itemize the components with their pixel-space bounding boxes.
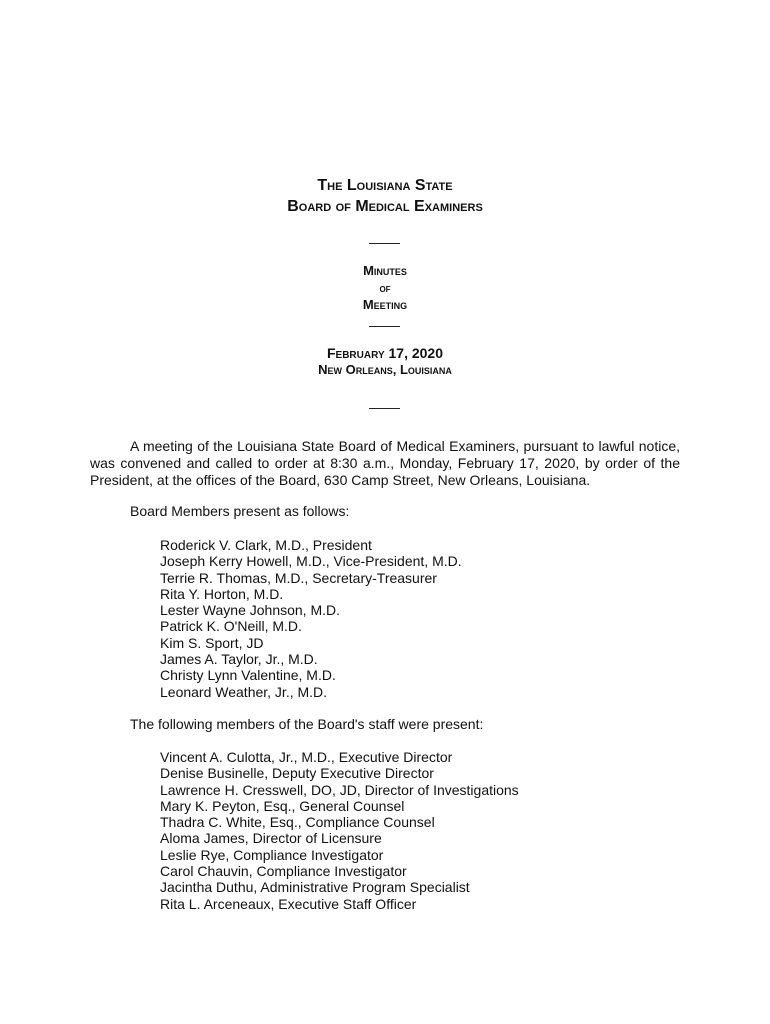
doc-type-line-2: of xyxy=(379,281,391,295)
doc-type-line-1: Minutes xyxy=(363,263,407,278)
org-title-line-1: The Louisiana State xyxy=(317,177,453,194)
board-members-list xyxy=(160,537,462,700)
list-item: Roderick V. Clark, M.D., President xyxy=(160,537,372,553)
board-members-heading: Board Members present as follows: xyxy=(130,503,350,519)
list-item: Jacintha Duthu, Administrative Program Specialist xyxy=(160,879,470,896)
staff-heading: The following members of the Board's staff were present: xyxy=(130,716,484,732)
list-item: Carol Chauvin, Compliance Investigator xyxy=(160,863,407,880)
meeting-date: February 17, 2020 xyxy=(326,345,443,361)
list-item: Rita Y. Horton, M.D. xyxy=(160,585,284,602)
list-item: Joseph Kerry Howell, M.D., Vice-President, M.D. xyxy=(160,553,462,570)
list-item: Mary K. Peyton, Esq., General Counsel xyxy=(160,797,405,814)
list-item: Thadra C. White, Esq., Compliance Counsel xyxy=(160,814,435,831)
list-item: Christy Lynn Valentine, M.D. xyxy=(160,667,336,684)
separator-rule xyxy=(369,326,400,327)
list-item: Denise Businelle, Deputy Executive Director xyxy=(160,765,434,782)
doc-type-line-3: Meeting xyxy=(362,297,408,312)
intro-paragraph: A meeting of the Louisiana State Board of Medical Examiners, pursuant to lawful notice, was convened and called to order at 8:30 a.m., Monday, February 17, 2020, by order of the President, at the offices of the Board, 630 Camp Street, New Orleans, Louisiana. xyxy=(90,438,680,488)
separator-rule xyxy=(369,243,400,244)
list-item: James A. Taylor, Jr., M.D. xyxy=(160,651,318,668)
separator-rule xyxy=(369,408,400,409)
list-item: Lawrence H. Cresswell, DO, JD, Director of Investigations xyxy=(160,781,519,798)
list-item: Kim S. Sport, JD xyxy=(160,634,264,651)
list-item: Patrick K. O'Neill, M.D. xyxy=(160,618,302,635)
list-item: Leonard Weather, Jr., M.D. xyxy=(160,683,328,700)
list-item: Rita L. Arceneaux, Executive Staff Officer xyxy=(160,895,417,912)
list-item: Vincent A. Culotta, Jr., M.D., Executive Director xyxy=(160,749,453,765)
list-item: Terrie R. Thomas, M.D., Secretary-Treasurer xyxy=(160,569,437,586)
list-item: Lester Wayne Johnson, M.D. xyxy=(160,602,341,619)
staff-list xyxy=(160,749,519,912)
list-item: Leslie Rye, Compliance Investigator xyxy=(160,846,384,863)
org-title-line-2: Board of Medical Examiners xyxy=(287,198,483,215)
meeting-location: New Orleans, Louisiana xyxy=(318,362,452,377)
list-item: Aloma James, Director of Licensure xyxy=(160,830,382,847)
